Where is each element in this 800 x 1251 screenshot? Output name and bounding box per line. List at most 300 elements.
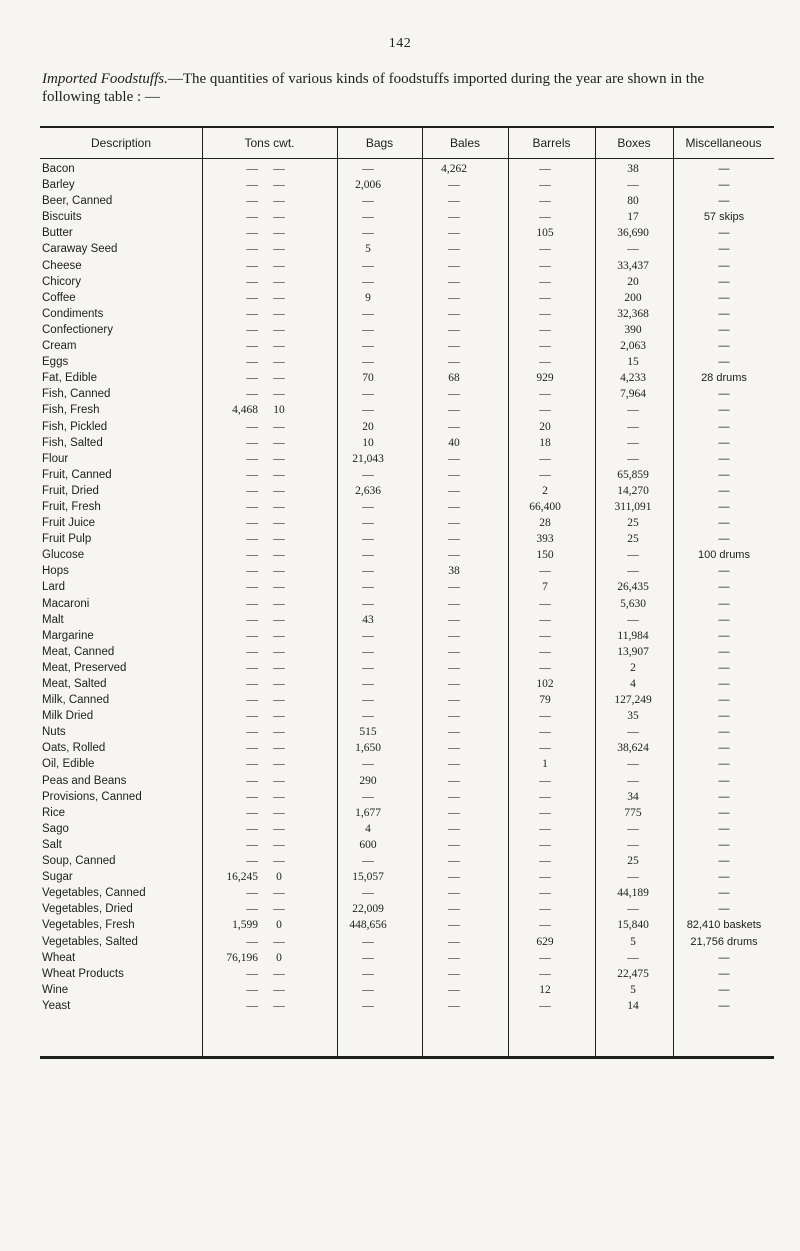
cell-boxes: 34 (627, 790, 639, 803)
cell-cwt: — (273, 227, 285, 240)
cell-desc: Fruit, Dried (42, 484, 99, 497)
table-row (40, 338, 774, 354)
table-row (40, 885, 774, 901)
cell-misc: — (718, 774, 730, 787)
table-row (40, 853, 774, 869)
cell-desc: Meat, Salted (42, 678, 107, 690)
cell-barrels: 150 (536, 549, 554, 562)
cell-desc: Margarine (42, 629, 94, 642)
cell-desc: Vegetables, Dried (42, 903, 133, 916)
cell-tons: — (246, 436, 258, 449)
cell-bales: — (448, 500, 460, 513)
cell-cwt: — (273, 935, 285, 948)
table-row (40, 193, 774, 209)
cell-bales: 38 (448, 565, 460, 578)
cell-desc: Glucose (42, 549, 85, 562)
cell-bales: — (448, 758, 460, 771)
cell-misc: — (718, 742, 730, 755)
cell-desc: Sugar (42, 871, 73, 884)
cell-tons: — (246, 533, 258, 546)
cell-tons: — (246, 999, 258, 1012)
cell-misc: — (718, 661, 730, 674)
cell-misc: — (718, 227, 730, 240)
cell-barrels: — (539, 452, 551, 465)
cell-bags: 4 (365, 822, 371, 835)
cell-cwt: — (273, 211, 285, 224)
cell-bags: 9 (365, 291, 371, 304)
table-row (40, 451, 774, 467)
header-bales: Bales (449, 136, 481, 150)
table-row (40, 225, 774, 241)
cell-bales: — (448, 533, 460, 546)
cell-boxes: 26,435 (617, 581, 649, 594)
cell-misc: — (718, 243, 730, 256)
cell-bags: — (362, 645, 374, 658)
cell-cwt: — (273, 790, 285, 803)
cell-bags: — (362, 951, 374, 964)
cell-barrels: 102 (536, 678, 554, 690)
cell-bags: — (362, 565, 374, 578)
cell-bales: — (448, 903, 460, 916)
cell-bags: 5 (365, 243, 371, 256)
cell-tons: — (246, 887, 258, 900)
cell-desc: Butter (42, 227, 73, 240)
cell-bales: 40 (448, 436, 460, 449)
cell-barrels: — (539, 822, 551, 835)
cell-tons: — (246, 452, 258, 465)
cell-bags: — (362, 227, 374, 240)
cell-barrels: — (539, 163, 551, 175)
cell-misc: — (718, 259, 730, 272)
cell-bags: — (362, 533, 374, 546)
cell-bags: 43 (362, 613, 374, 626)
cell-barrels: — (539, 195, 551, 208)
cell-desc: Fruit, Fresh (42, 500, 101, 513)
cell-desc: Biscuits (42, 211, 82, 224)
cell-boxes: 15 (627, 356, 639, 369)
table-row (40, 901, 774, 917)
cell-cwt: — (273, 903, 285, 916)
table-row (40, 596, 774, 612)
cell-barrels: — (539, 951, 551, 964)
cell-cwt: — (273, 661, 285, 674)
cell-misc: — (718, 323, 730, 336)
cell-bales: — (448, 179, 460, 192)
table-row (40, 934, 774, 950)
cell-misc: — (718, 758, 730, 771)
cell-cwt: — (273, 340, 285, 353)
cell-misc: — (718, 871, 730, 884)
table-row (40, 740, 774, 756)
cell-misc: — (718, 484, 730, 497)
cell-barrels: 7 (542, 581, 548, 594)
cell-bags: 10 (362, 436, 374, 449)
cell-misc: — (718, 967, 730, 980)
cell-boxes: 5 (630, 983, 636, 996)
cell-bales: — (448, 211, 460, 224)
cell-desc: Sago (42, 822, 69, 835)
cell-bags: — (362, 468, 374, 481)
table-bottom-rule (40, 1056, 774, 1059)
cell-tons: — (246, 549, 258, 562)
cell-boxes: 65,859 (617, 468, 649, 481)
cell-barrels: — (539, 919, 551, 932)
cell-cwt: — (273, 613, 285, 626)
cell-barrels: 79 (539, 694, 551, 707)
cell-cwt: 0 (276, 919, 282, 932)
header-barrels: Barrels (532, 136, 571, 150)
cell-bags: 21,043 (352, 452, 384, 465)
cell-misc: — (718, 710, 730, 723)
cell-bales: — (448, 967, 460, 980)
cell-boxes: 38,624 (617, 742, 649, 755)
table-row (40, 306, 774, 322)
cell-barrels: — (539, 179, 551, 192)
cell-tons: — (246, 500, 258, 513)
cell-cwt: — (273, 275, 285, 288)
cell-tons: 76,196 (226, 951, 258, 964)
cell-tons: — (246, 243, 258, 256)
cell-tons: 4,468 (232, 404, 258, 417)
table-row (40, 821, 774, 837)
cell-barrels: — (539, 710, 551, 723)
cell-barrels: — (539, 613, 551, 626)
cell-bags: 1,650 (355, 742, 381, 755)
cell-desc: Confectionery (42, 323, 113, 336)
cell-desc: Fish, Pickled (42, 420, 108, 433)
cell-misc: — (718, 404, 730, 417)
cell-boxes: — (627, 565, 639, 578)
cell-boxes: — (627, 613, 639, 626)
table-body (40, 161, 774, 1014)
cell-bales: — (448, 275, 460, 288)
cell-barrels: — (539, 887, 551, 900)
cell-barrels: — (539, 806, 551, 819)
cell-boxes: 127,249 (614, 694, 652, 707)
cell-tons: — (246, 629, 258, 642)
cell-bales: — (448, 243, 460, 256)
cell-cwt: — (273, 565, 285, 578)
cell-desc: Rice (42, 806, 66, 819)
cell-cwt: — (273, 806, 285, 819)
cell-barrels: — (539, 597, 551, 610)
cell-tons: — (246, 903, 258, 916)
cell-boxes: 36,690 (617, 227, 649, 240)
cell-boxes: 4,233 (620, 372, 646, 385)
cell-cwt: — (273, 259, 285, 272)
cell-misc: — (718, 517, 730, 530)
cell-bags: — (362, 323, 374, 336)
cell-cwt: — (273, 388, 285, 401)
cell-bags: — (362, 597, 374, 610)
cell-barrels: 66,400 (529, 500, 561, 513)
cell-bags: — (362, 259, 374, 272)
cell-tons: — (246, 710, 258, 723)
cell-boxes: — (627, 871, 639, 884)
cell-cwt: — (273, 597, 285, 610)
cell-boxes: 14 (627, 999, 639, 1012)
cell-boxes: — (627, 420, 639, 433)
cell-misc: — (718, 581, 730, 594)
cell-cwt: — (273, 163, 285, 175)
cell-barrels: — (539, 291, 551, 304)
cell-bags: — (362, 935, 374, 948)
cell-bags: — (362, 356, 374, 369)
cell-boxes: 38 (627, 163, 639, 175)
cell-desc: Flour (42, 452, 69, 465)
cell-misc: — (718, 452, 730, 465)
cell-cwt: — (273, 484, 285, 497)
cell-barrels: — (539, 388, 551, 401)
table-row (40, 274, 774, 290)
table-row (40, 370, 774, 386)
cell-cwt: — (273, 726, 285, 739)
cell-bales: — (448, 291, 460, 304)
cell-desc: Fruit, Canned (42, 468, 112, 481)
cell-misc: — (718, 951, 730, 964)
cell-bales: — (448, 549, 460, 562)
cell-barrels: — (539, 340, 551, 353)
cell-boxes: 13,907 (617, 645, 649, 658)
table-row (40, 579, 774, 595)
cell-boxes: 17 (627, 211, 639, 224)
cell-tons: — (246, 822, 258, 835)
table-row (40, 692, 774, 708)
table-row (40, 209, 774, 225)
cell-tons: — (246, 694, 258, 707)
cell-tons: — (246, 372, 258, 385)
cell-bags: — (362, 517, 374, 530)
cell-tons: — (246, 742, 258, 755)
cell-barrels: 12 (539, 983, 551, 996)
cell-boxes: — (627, 822, 639, 835)
cell-bales: — (448, 613, 460, 626)
cell-boxes: 20 (627, 275, 639, 288)
cell-cwt: — (273, 549, 285, 562)
intro-title: Imported Foodstuffs. (42, 71, 168, 87)
cell-desc: Chicory (42, 275, 81, 288)
table-row (40, 435, 774, 451)
cell-desc: Coffee (42, 291, 76, 304)
cell-bags: — (362, 581, 374, 594)
cell-bags: 1,677 (355, 806, 381, 819)
cell-barrels: — (539, 645, 551, 658)
cell-cwt: — (273, 822, 285, 835)
cell-bales: — (448, 581, 460, 594)
cell-bales: — (448, 678, 460, 690)
cell-tons: 1,599 (232, 919, 258, 932)
cell-tons: — (246, 983, 258, 996)
cell-desc: Fish, Canned (42, 388, 111, 401)
cell-boxes: — (627, 404, 639, 417)
cell-cwt: — (273, 999, 285, 1012)
cell-desc: Beer, Canned (42, 195, 113, 208)
cell-bales: 68 (448, 372, 460, 385)
table-header-rule (40, 158, 774, 159)
cell-desc: Wheat Products (42, 967, 124, 980)
cell-bags: — (362, 661, 374, 674)
cell-cwt: — (273, 838, 285, 851)
cell-desc: Hops (42, 565, 69, 578)
cell-boxes: 200 (624, 291, 642, 304)
cell-tons: — (246, 340, 258, 353)
cell-desc: Meat, Preserved (42, 661, 127, 674)
cell-cwt: — (273, 420, 285, 433)
cell-barrels: 393 (536, 533, 554, 546)
cell-bags: 2,636 (355, 484, 381, 497)
intro-text: —The quantities of various kinds of foodstuffs imported during the year are shown in the following table : — (42, 71, 705, 105)
cell-bags: — (362, 500, 374, 513)
cell-tons: — (246, 678, 258, 690)
cell-barrels: — (539, 661, 551, 674)
cell-cwt: — (273, 323, 285, 336)
cell-misc: — (718, 645, 730, 658)
cell-tons: — (246, 484, 258, 497)
cell-barrels: — (539, 211, 551, 224)
cell-misc: 57 skips (703, 211, 745, 224)
cell-desc: Barley (42, 179, 75, 192)
table-row (40, 258, 774, 274)
cell-misc: 82,410 baskets (686, 919, 762, 932)
cell-bales: — (448, 629, 460, 642)
cell-tons: — (246, 211, 258, 224)
cell-tons: — (246, 517, 258, 530)
cell-tons: — (246, 468, 258, 481)
cell-barrels: — (539, 307, 551, 320)
cell-boxes: 32,368 (617, 307, 649, 320)
cell-desc: Peas and Beans (42, 774, 127, 787)
cell-boxes: — (627, 243, 639, 256)
cell-bales: — (448, 999, 460, 1012)
cell-desc: Bacon (42, 163, 75, 175)
cell-misc: — (718, 613, 730, 626)
table-row (40, 354, 774, 370)
cell-boxes: 15,840 (617, 919, 649, 932)
cell-boxes: — (627, 838, 639, 851)
cell-misc: — (718, 838, 730, 851)
cell-desc: Cheese (42, 259, 82, 272)
cell-bags: — (362, 195, 374, 208)
cell-boxes: 5,630 (620, 597, 646, 610)
cell-cwt: 0 (276, 871, 282, 884)
table-row (40, 837, 774, 853)
cell-boxes: 25 (627, 533, 639, 546)
cell-cwt: — (273, 179, 285, 192)
cell-tons: — (246, 179, 258, 192)
cell-barrels: — (539, 629, 551, 642)
cell-desc: Vegetables, Salted (42, 935, 138, 948)
cell-cwt: — (273, 774, 285, 787)
cell-barrels: — (539, 790, 551, 803)
table-row (40, 917, 774, 933)
cell-bales: — (448, 388, 460, 401)
header-tons-cwt: Tons cwt. (244, 136, 295, 150)
cell-barrels: — (539, 838, 551, 851)
page-number: 142 (388, 36, 412, 51)
cell-boxes: 2,063 (620, 340, 646, 353)
cell-bales: — (448, 227, 460, 240)
cell-bags: — (362, 887, 374, 900)
cell-boxes: — (627, 758, 639, 771)
cell-bales: — (448, 935, 460, 948)
cell-bales: — (448, 661, 460, 674)
cell-tons: — (246, 565, 258, 578)
cell-boxes: 2 (630, 661, 636, 674)
cell-cwt: — (273, 758, 285, 771)
cell-misc: — (718, 356, 730, 369)
cell-barrels: 20 (539, 420, 551, 433)
cell-boxes: 33,437 (617, 259, 649, 272)
cell-cwt: — (273, 855, 285, 868)
cell-cwt: — (273, 500, 285, 513)
cell-bags: — (362, 549, 374, 562)
cell-barrels: 629 (536, 935, 554, 948)
table-row (40, 982, 774, 998)
cell-boxes: 80 (627, 195, 639, 208)
cell-boxes: — (627, 549, 639, 562)
cell-misc: — (718, 694, 730, 707)
cell-cwt: — (273, 291, 285, 304)
cell-misc: — (718, 855, 730, 868)
cell-boxes: 7,964 (620, 388, 646, 401)
table-row (40, 483, 774, 499)
cell-cwt: — (273, 356, 285, 369)
cell-desc: Oil, Edible (42, 758, 95, 771)
cell-boxes: 25 (627, 855, 639, 868)
cell-bags: — (362, 710, 374, 723)
cell-bags: 2,006 (355, 179, 381, 192)
cell-barrels: — (539, 356, 551, 369)
cell-barrels: — (539, 855, 551, 868)
cell-misc: — (718, 887, 730, 900)
cell-desc: Meat, Canned (42, 645, 115, 658)
cell-bales: — (448, 645, 460, 658)
cell-boxes: — (627, 452, 639, 465)
intro-paragraph (42, 70, 762, 106)
cell-misc: 100 drums (698, 549, 750, 562)
cell-bales: — (448, 356, 460, 369)
cell-misc: — (718, 179, 730, 192)
cell-barrels: — (539, 243, 551, 256)
cell-bags: — (362, 275, 374, 288)
cell-bags: — (362, 790, 374, 803)
cell-tons: 16,245 (226, 871, 258, 884)
cell-tons: — (246, 838, 258, 851)
cell-bales: — (448, 871, 460, 884)
cell-bales: 4,262 (441, 163, 467, 175)
cell-tons: — (246, 645, 258, 658)
cell-bales: — (448, 452, 460, 465)
cell-barrels: — (539, 726, 551, 739)
table-row (40, 547, 774, 563)
cell-bales: — (448, 420, 460, 433)
cell-bags: — (362, 967, 374, 980)
cell-desc: Malt (42, 613, 64, 626)
cell-cwt: — (273, 678, 285, 690)
table-row (40, 660, 774, 676)
cell-desc: Fat, Edible (42, 372, 97, 385)
cell-desc: Wheat (42, 951, 76, 964)
cell-bales: — (448, 838, 460, 851)
cell-desc: Oats, Rolled (42, 742, 106, 755)
header-miscellaneous: Miscellaneous (685, 136, 762, 150)
cell-tons: — (246, 855, 258, 868)
cell-cwt: — (273, 710, 285, 723)
cell-desc: Fruit Pulp (42, 533, 92, 546)
cell-bales: — (448, 307, 460, 320)
cell-desc: Salt (42, 838, 62, 851)
cell-tons: — (246, 935, 258, 948)
